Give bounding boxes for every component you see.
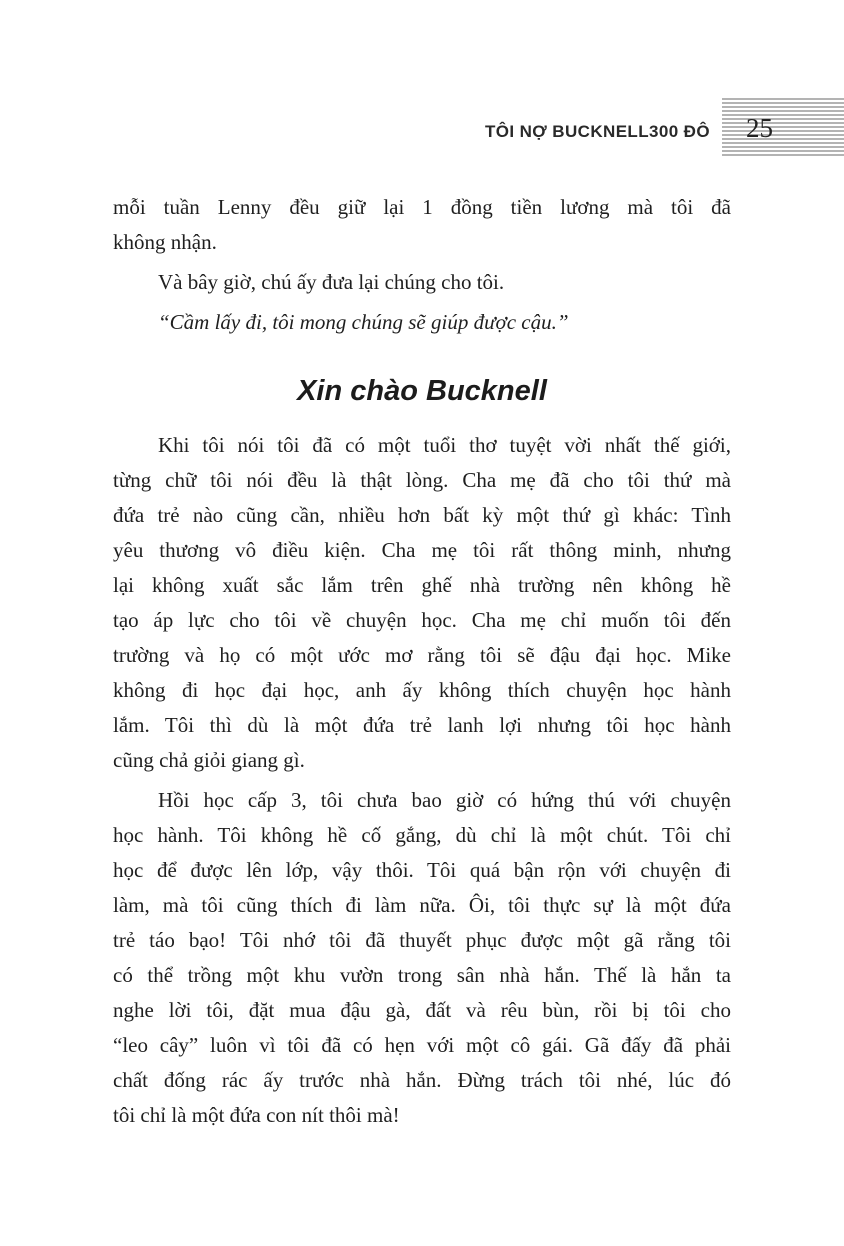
text-line: trường và họ có một ước mơ rằng tôi sẽ đậu đại học. Mike [113, 643, 731, 667]
text-line: “leo cây” luôn vì tôi đã có hẹn với một cô gái. Gã đấy đã phải [113, 1033, 731, 1057]
text-line: tôi chỉ là một đứa con nít thôi mà! [113, 1103, 400, 1127]
text-line: lại không xuất sắc lắm trên ghế nhà trường nên không hề [113, 573, 731, 597]
text-line: Và bây giờ, chú ấy đưa lại chúng cho tôi. [158, 270, 505, 294]
text-line: tạo áp lực cho tôi về chuyện học. Cha mẹ chỉ muốn tôi đến [113, 608, 731, 632]
page-body [113, 190, 731, 1133]
section-heading-text: Xin chào Bucknell [297, 375, 547, 407]
text-line: chất đống rác ấy trước nhà hắn. Đừng trách tôi nhé, lúc đó [113, 1068, 731, 1092]
paragraph [113, 783, 731, 1133]
text-line: cũng chả giỏi giang gì. [113, 748, 305, 772]
paragraph [113, 305, 731, 340]
paragraph [113, 428, 731, 778]
text-line: có thể trồng một khu vườn trong sân nhà hắn. Thế là hắn ta [113, 963, 731, 987]
text-line: đứa trẻ nào cũng cần, nhiều hơn bất kỳ một thứ gì khác: Tình [113, 503, 731, 527]
text-line: Khi tôi nói tôi đã có một tuổi thơ tuyệt vời nhất thế giới, [158, 433, 731, 457]
text-line: “Cầm lấy đi, tôi mong chúng sẽ giúp được cậu.” [158, 310, 569, 334]
text-line: yêu thương vô điều kiện. Cha mẹ tôi rất thông minh, nhưng [113, 538, 731, 562]
page-header [0, 98, 844, 158]
text-line: nghe lời tôi, đặt mua đậu gà, đất và rêu bùn, rồi bị tôi cho [113, 998, 731, 1022]
section-heading [113, 370, 731, 412]
paragraph [113, 265, 731, 300]
text-line: làm, mà tôi cũng thích đi làm nữa. Ôi, tôi thực sự là một đứa [113, 893, 731, 917]
running-title: TÔI NỢ BUCKNELL300 ĐÔ [484, 122, 710, 141]
page-number-stripe-block [722, 98, 844, 158]
text-line: mỗi tuần Lenny đều giữ lại 1 đồng tiền lương mà tôi đã [113, 195, 731, 219]
text-line: không nhận. [113, 230, 217, 254]
page-number: 25 [746, 112, 773, 143]
text-line: Hồi học cấp 3, tôi chưa bao giờ có hứng thú với chuyện [158, 788, 731, 812]
text-line: học hành. Tôi không hề cố gắng, dù chỉ là một chút. Tôi chỉ [113, 823, 731, 847]
text-line: từng chữ tôi nói đều là thật lòng. Cha mẹ đã cho tôi thứ mà [113, 468, 731, 492]
text-line: lắm. Tôi thì dù là một đứa trẻ lanh lợi nhưng tôi học hành [113, 713, 731, 737]
paragraph [113, 190, 731, 260]
text-line: không đi học đại học, anh ấy không thích chuyện học hành [113, 678, 731, 702]
text-line: trẻ táo bạo! Tôi nhớ tôi đã thuyết phục được một gã rằng tôi [113, 928, 731, 952]
text-line: học để được lên lớp, vậy thôi. Tôi quá bận rộn với chuyện đi [113, 858, 731, 882]
